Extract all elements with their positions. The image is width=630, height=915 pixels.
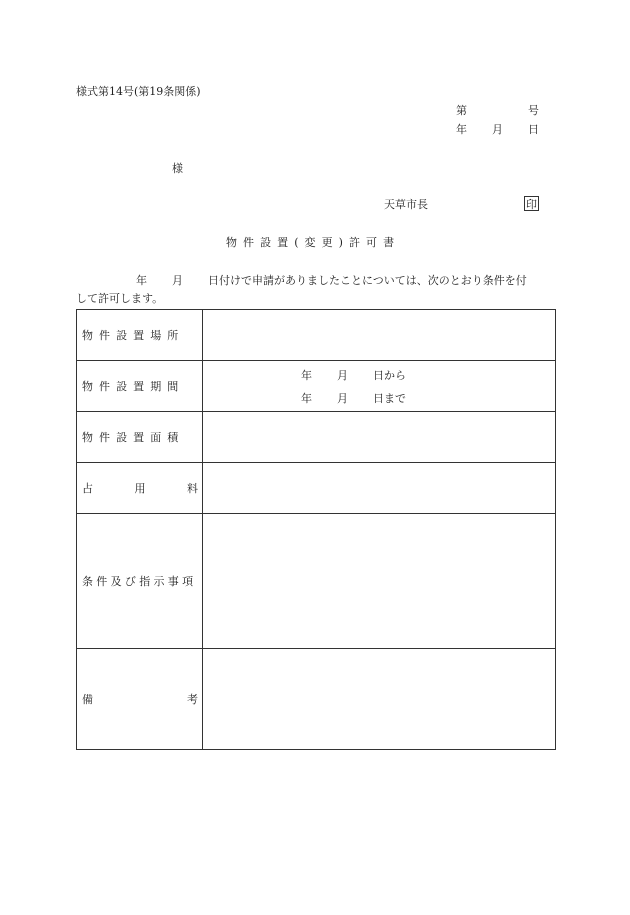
permit-table <box>76 309 556 750</box>
period-to-month: 月 <box>337 391 348 405</box>
period-from-month: 月 <box>337 368 348 382</box>
seal-mark: 印 <box>526 197 537 211</box>
period-to-year: 年 <box>301 391 312 405</box>
date-day: 日 <box>528 123 539 136</box>
period-value <box>203 361 556 412</box>
doc-number-prefix: 第 <box>456 104 467 117</box>
table-row <box>77 412 556 463</box>
date-month: 月 <box>492 123 503 136</box>
period-to-day: 日まで <box>373 391 406 405</box>
doc-number-suffix: 号 <box>528 104 539 117</box>
area-value <box>203 412 556 463</box>
conditions-label: 条件及び指示事項 <box>82 575 197 588</box>
remarks-value <box>203 649 556 750</box>
date-year: 年 <box>456 123 467 136</box>
location-label: 物件設置場所 <box>82 329 185 342</box>
period-from-year: 年 <box>301 368 312 382</box>
location-value <box>203 310 556 361</box>
fee-label: 占 用 料 <box>82 482 198 495</box>
issuer-name: 天草市長 <box>384 198 428 211</box>
area-label: 物件設置面積 <box>82 431 185 444</box>
period-label: 物件設置期間 <box>82 380 185 393</box>
period-from-day: 日から <box>373 368 406 382</box>
table-row <box>77 514 556 649</box>
table-row <box>77 310 556 361</box>
table-row <box>77 463 556 514</box>
conditions-value <box>203 514 556 649</box>
body-line-2: して許可します。 <box>76 292 164 305</box>
body-month: 月 <box>172 274 183 287</box>
table-row <box>77 649 556 750</box>
document-title: 物件設置(変更)許可書 <box>226 236 401 249</box>
body-line-1: 日付けで申請がありましたことについては、次のとおり条件を付 <box>208 274 527 287</box>
form-number: 様式第14号(第19条関係) <box>76 85 201 98</box>
remarks-label: 備 考 <box>82 693 198 706</box>
fee-value <box>203 463 556 514</box>
table-row <box>77 361 556 412</box>
addressee-suffix: 様 <box>172 162 183 175</box>
body-year: 年 <box>136 274 147 287</box>
